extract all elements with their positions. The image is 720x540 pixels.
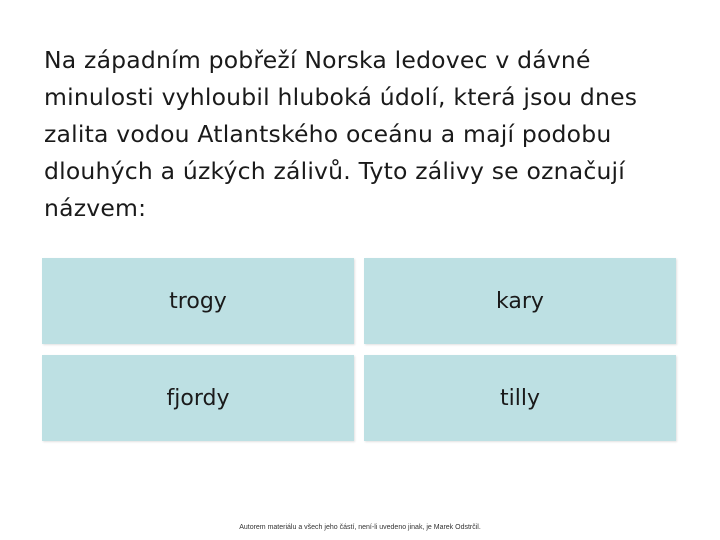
answer-option-trogy[interactable]: [42, 258, 354, 344]
answer-option-tilly[interactable]: [364, 355, 676, 441]
answer-option-kary[interactable]: [364, 258, 676, 344]
answer-label: kary: [496, 288, 544, 314]
answer-label: fjordy: [166, 385, 230, 411]
answer-option-fjordy[interactable]: [42, 355, 354, 441]
author-footer: Autorem materiálu a všech jeho částí, není-li uvedeno jinak, je Marek Odstrčil.: [239, 524, 481, 531]
answer-label: tilly: [500, 385, 540, 411]
question-text: Na západním pobřeží Norska ledovec v dávné minulosti vyhloubil hluboká údolí, která jsou dnes zalita vodou Atlantského oceánu a mají podobu dlouhých a úzkých zálivů. Tyto zálivy se označují názvem:: [44, 46, 638, 222]
answer-label: trogy: [169, 288, 227, 314]
